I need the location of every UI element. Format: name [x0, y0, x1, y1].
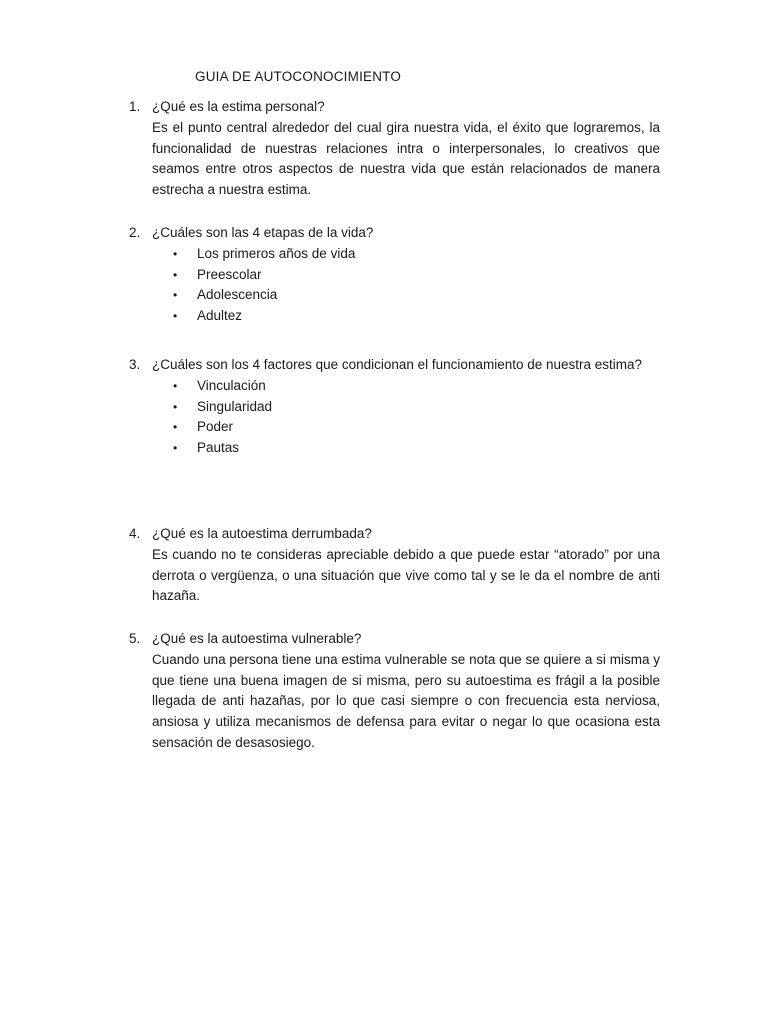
document-title: GUIA DE AUTOCONOCIMIENTO	[195, 69, 402, 84]
list-item-text: Adultez	[197, 308, 243, 324]
question-number: 4.	[129, 526, 141, 541]
question-text: ¿Qué es la estima personal?	[152, 99, 325, 114]
question-text: ¿Cuáles son las 4 etapas de la vida?	[152, 225, 374, 240]
answer-text: Es cuando no te consideras apreciable debido a que puede estar “atorado” por una derrota o vergüenza, o una situación que vive como tal y se le da el nombre de anti hazaña.	[152, 546, 660, 604]
list-item-text: Poder	[197, 419, 234, 435]
answer-text: Cuando una persona tiene una estima vulnerable se nota que se quiere a si misma y que tiene una buena imagen de si misma, pero su autoestima es frágil a la posible llegada de anti hazañas, por lo que casi siempre o con frecuencia esta nerviosa, ansiosa y utiliza mecanismos de defensa para evitar o negar lo que ocasiona esta sensación de desasosiego.	[152, 651, 660, 750]
list-item-text: Vinculación	[197, 377, 266, 393]
list-item	[129, 438, 660, 459]
list-item-text: Singularidad	[197, 398, 273, 414]
question-3	[129, 355, 660, 459]
bullet-icon: •	[173, 288, 178, 303]
question-number: 2.	[129, 225, 141, 240]
bullet-icon: •	[173, 246, 178, 261]
question-text: ¿Cuáles son los 4 factores que condicionan el funcionamiento de nuestra estima?	[152, 357, 643, 372]
question-number: 3.	[129, 357, 141, 372]
list-item-text: Los primeros años de vida	[197, 245, 356, 261]
question-4	[129, 524, 660, 607]
list-item	[129, 285, 660, 306]
answer-text: Es el punto central alrededor del cual gira nuestra vida, el éxito que lograremos, la funcionalidad de nuestras relaciones intra o interpersonales, lo creativos que seamos entre otros aspectos de nuestra vida que están relacionados de manera estrecha a nuestra estima.	[152, 119, 660, 198]
bullet-icon: •	[173, 420, 178, 435]
question-text: ¿Qué es la autoestima derrumbada?	[152, 526, 372, 541]
question-5	[129, 629, 660, 754]
bullet-list	[129, 244, 660, 327]
list-item	[129, 306, 660, 327]
question-number: 5.	[129, 631, 141, 646]
bullet-icon: •	[173, 267, 178, 282]
list-item-text: Pautas	[197, 440, 240, 456]
question-number: 1.	[129, 99, 141, 114]
list-item-text: Preescolar	[197, 266, 262, 282]
question-2	[129, 223, 660, 327]
question-1	[129, 97, 660, 201]
list-item	[129, 376, 660, 397]
list-item	[129, 417, 660, 438]
bullet-icon: •	[173, 441, 178, 456]
question-text: ¿Qué es la autoestima vulnerable?	[152, 631, 362, 646]
list-item-text: Adolescencia	[197, 287, 278, 303]
bullet-icon: •	[173, 399, 178, 414]
bullet-icon: •	[173, 378, 178, 393]
bullet-icon: •	[173, 309, 178, 324]
list-item	[129, 397, 660, 418]
list-item	[129, 265, 660, 286]
list-item	[129, 244, 660, 265]
bullet-list	[129, 376, 660, 459]
